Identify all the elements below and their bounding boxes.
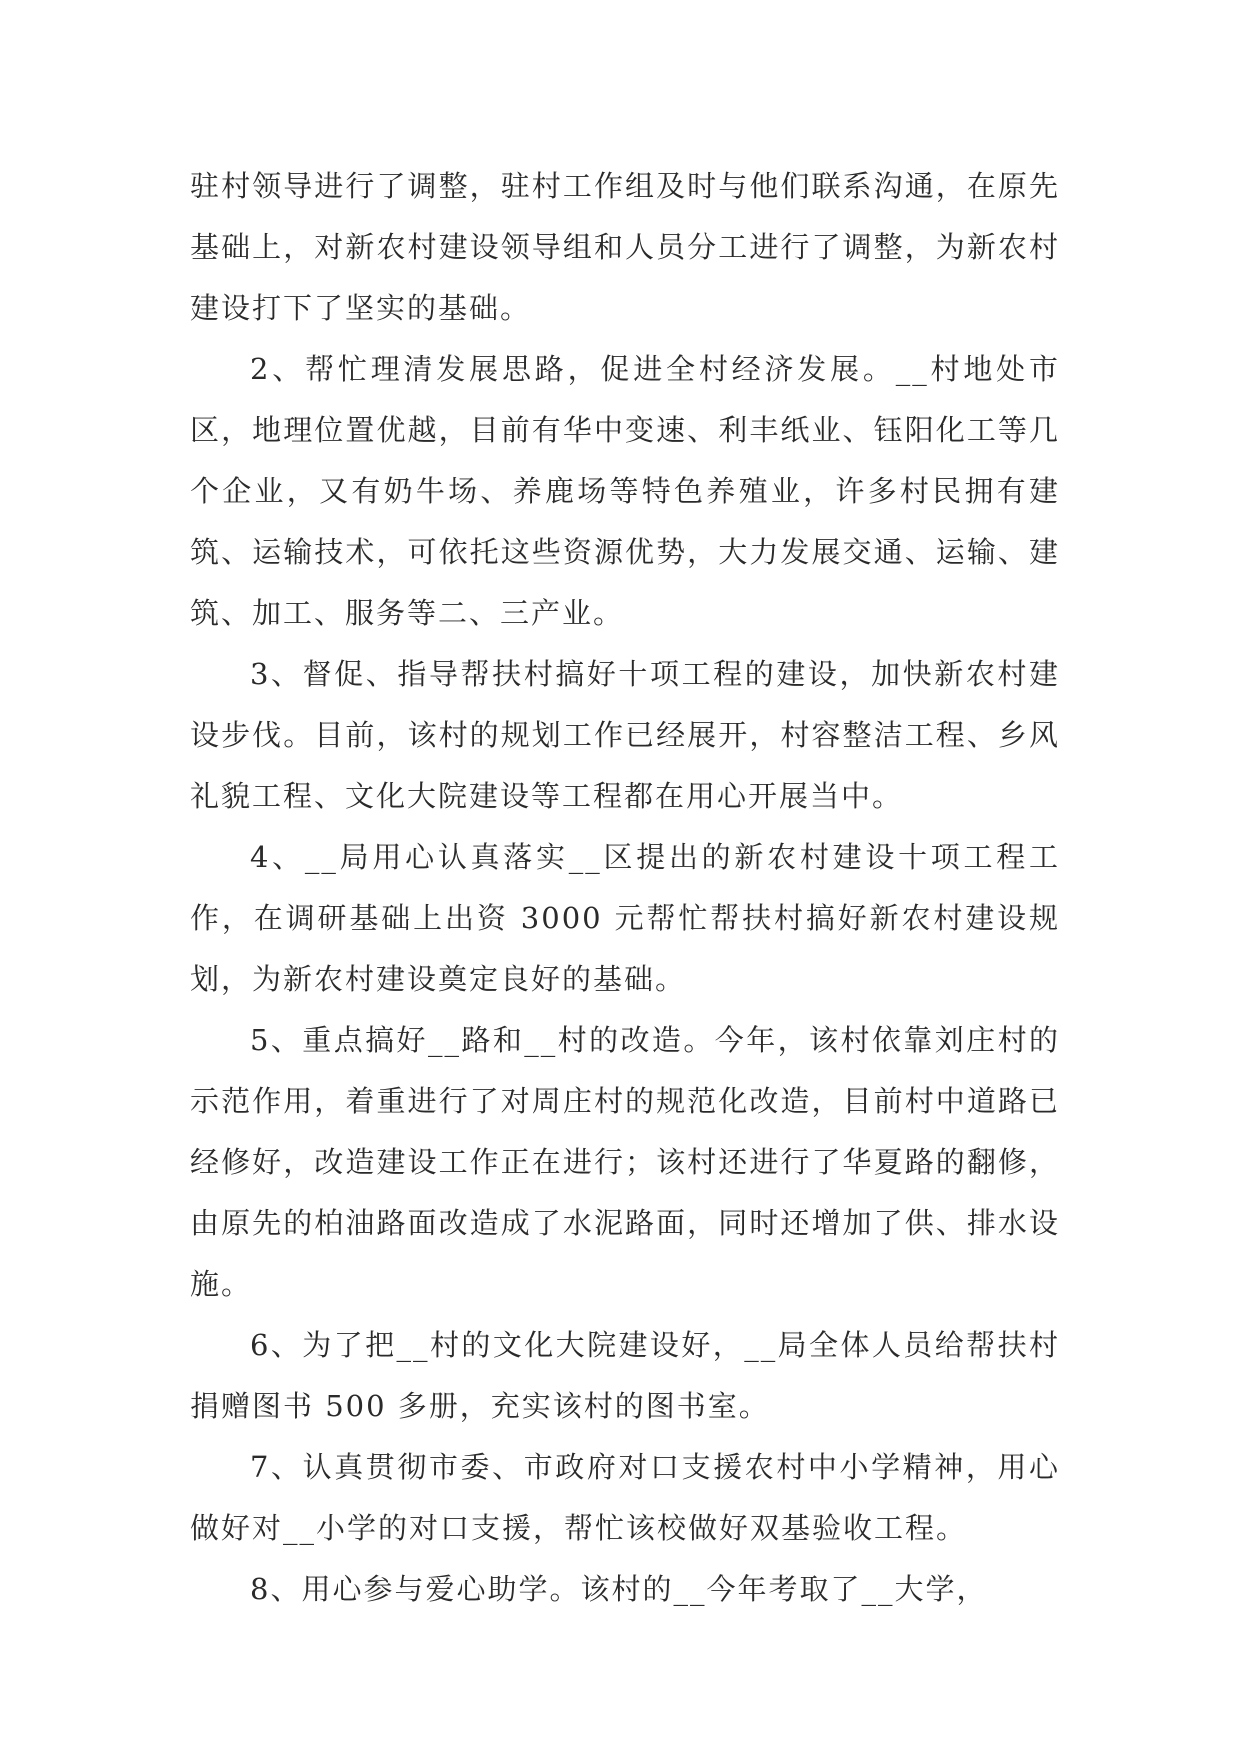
paragraph-4: 4、__局用心认真落实__区提出的新农村建设十项工程工作，在调研基础上出资 3000 元帮忙帮扶村搞好新农村建设规划，为新农村建设奠定良好的基础。	[190, 840, 1060, 996]
paragraph-1: 驻村领导进行了调整，驻村工作组及时与他们联系沟通，在原先基础上，对新农村建设领导组和人员分工进行了调整，为新农村建设打下了坚实的基础。	[190, 169, 1060, 325]
paragraph-5: 5、重点搞好__路和__村的改造。今年，该村依靠刘庄村的示范作用，着重进行了对周庄村的规范化改造，目前村中道路已经修好，改造建设工作正在进行；该村还进行了华夏路的翻修，由原先的柏油路面改造成了水泥路面，同时还增加了供、排水设施。	[190, 1023, 1060, 1301]
paragraph-7: 7、认真贯彻市委、市政府对口支援农村中小学精神，用心做好对__小学的对口支援，帮忙该校做好双基验收工程。	[190, 1450, 1060, 1545]
paragraph-3: 3、督促、指导帮扶村搞好十项工程的建设，加快新农村建设步伐。目前，该村的规划工作已经展开，村容整洁工程、乡风礼貌工程、文化大院建设等工程都在用心开展当中。	[190, 657, 1060, 813]
paragraph-8: 8、用心参与爱心助学。该村的__今年考取了__大学，	[250, 1572, 988, 1606]
paragraph-2: 2、帮忙理清发展思路，促进全村经济发展。__村地处市区，地理位置优越，目前有华中变速、利丰纸业、钰阳化工等几个企业，又有奶牛场、养鹿场等特色养殖业，许多村民拥有建筑、运输技术，可依托这些资源优势，大力发展交通、运输、建筑、加工、服务等二、三产业。	[190, 352, 1060, 630]
paragraph-6: 6、为了把__村的文化大院建设好，__局全体人员给帮扶村捐赠图书 500 多册，充实该村的图书室。	[190, 1328, 1060, 1423]
document-body	[190, 156, 1060, 1620]
